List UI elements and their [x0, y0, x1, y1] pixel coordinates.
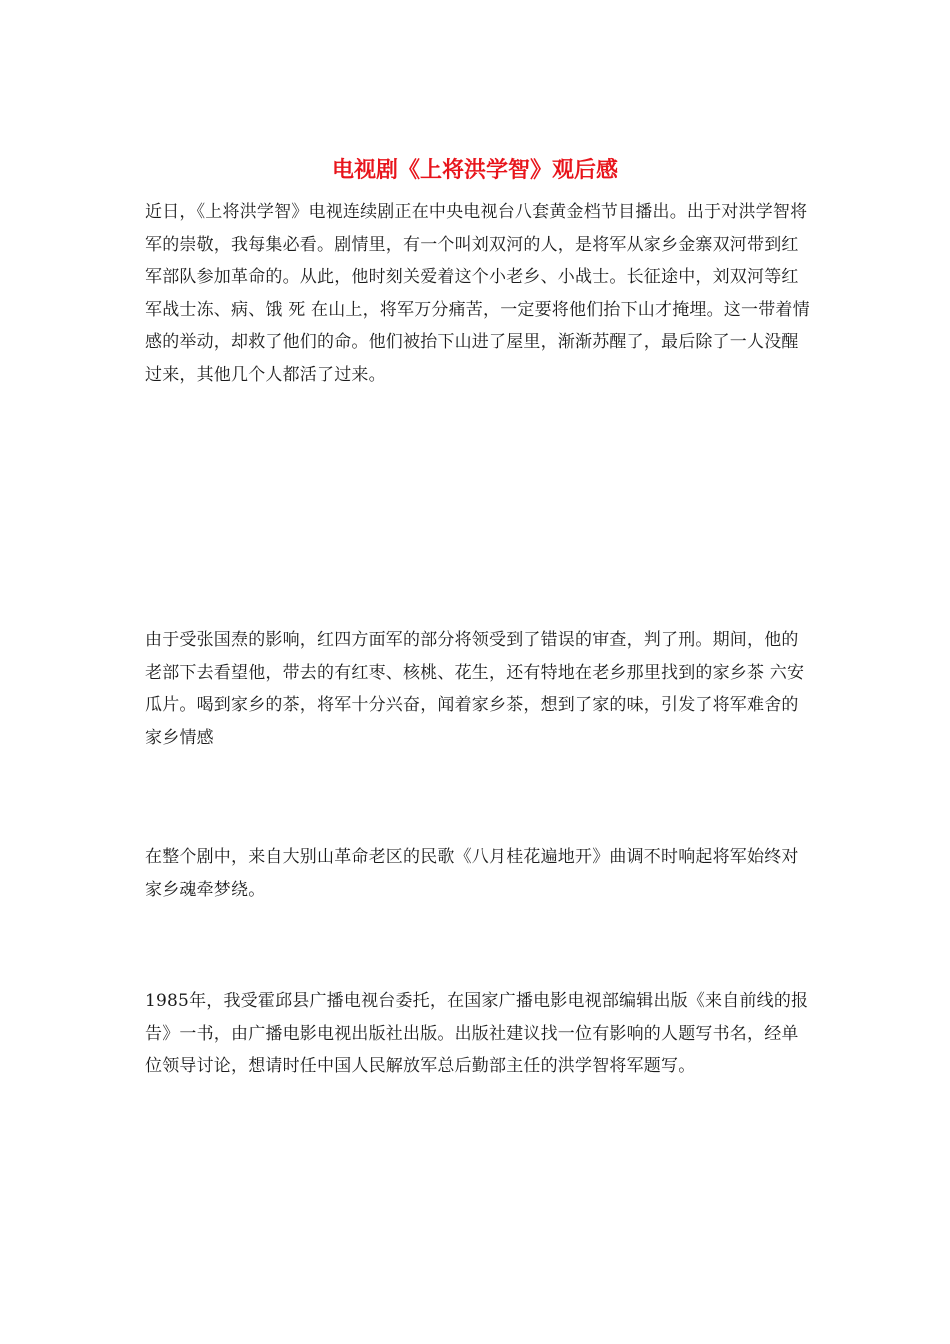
paragraph-1: 近日，《上将洪学智》电视连续剧正在中央电视台八套黄金档节目播出。出于对洪学智将军的崇敬，我每集必看。剧情里，有一个叫刘双河的人，是将军从家乡金寨双河带到红军部队参加革命的。从此，他时刻关爱着这个小老乡、小战士。长征途中，刘双河等红军战士冻、病、饿 死 在山上，将军万分痛苦，一定要将他们抬下山才掩埋。这一带着情感的举动，却救了他们的命。他们被抬下山进了屋里，渐渐苏醒了，最后除了一人没醒过来，其他几个人都活了过来。 [145, 202, 810, 385]
paragraph-4: 1985年，我受霍邱县广播电视台委托，在国家广播电影电视部编辑出版《来自前线的报告》一书，由广播电影电视出版社出版。出版社建议找一位有影响的人题写书名，经单位领导讨论，想请时任中国人民解放军总后勤部主任的洪学智将军题写。 [145, 991, 809, 1076]
document-title: 电视剧《上将洪学智》观后感 [331, 157, 618, 183]
paragraph-2: 由于受张国焘的影响，红四方面军的部分将领受到了错误的审查，判了刑。期间，他的老部下去看望他，带去的有红枣、核桃、花生，还有特地在老乡那里找到的家乡茶 六安瓜片。喝到家乡的茶，将军十分兴奋，闻着家乡茶，想到了家的味，引发了将军难舍的家乡情感 [145, 630, 805, 748]
paragraph-3: 在整个剧中，来自大别山革命老区的民歌《八月桂花遍地开》曲调不时响起将军始终对家乡魂牵梦绕。 [145, 847, 799, 900]
